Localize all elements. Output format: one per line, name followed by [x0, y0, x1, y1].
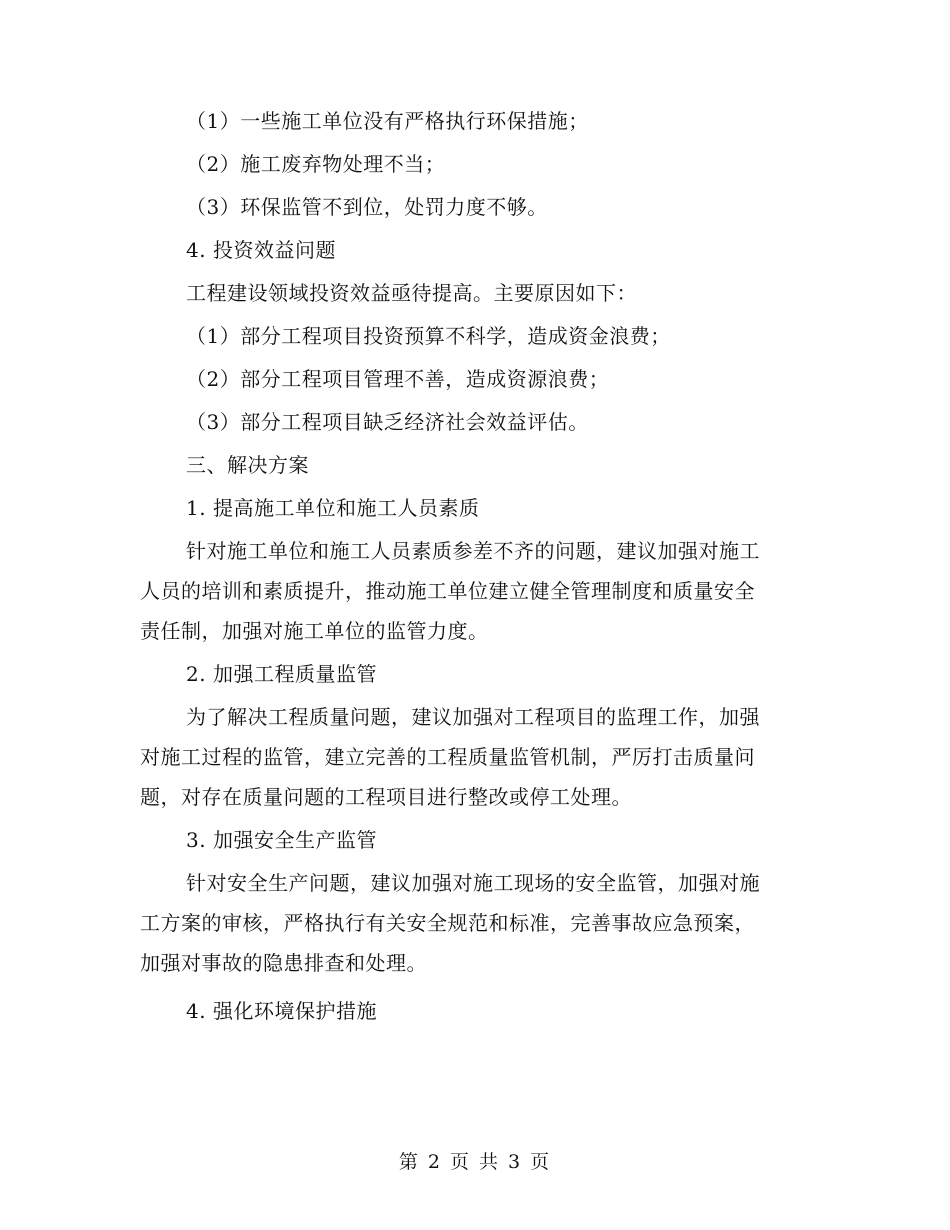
- paragraph-quality-line-2: 对施工过程的监管，建立完善的工程质量监管机制，严厉打击质量问: [140, 745, 755, 769]
- paragraph-staff-line-3: 责任制，加强对施工单位的监管力度。: [140, 619, 489, 643]
- list-item-env-2: （2）施工废弃物处理不当；: [186, 152, 446, 176]
- list-item-env-3: （3）环保监管不到位，处罚力度不够。: [186, 195, 548, 219]
- list-item-env-1: （1）一些施工单位没有严格执行环保措施；: [186, 109, 589, 133]
- paragraph-quality-line-1: 为了解决工程质量问题，建议加强对工程项目的监理工作，加强: [186, 705, 760, 729]
- section-heading-quality-of-staff: 1. 提高施工单位和施工人员素质: [186, 496, 480, 520]
- paragraph-safety-line-3: 加强对事故的隐患排查和处理。: [140, 951, 427, 975]
- section-heading-investment: 4. 投资效益问题: [186, 238, 336, 262]
- section-heading-safety-supervision: 3. 加强安全生产监管: [186, 828, 377, 852]
- paragraph-safety-line-1: 针对安全生产问题，建议加强对施工现场的安全监管，加强对施: [186, 871, 760, 895]
- paragraph-safety-line-2: 工方案的审核，严格执行有关安全规范和标准，完善事故应急预案，: [140, 911, 755, 935]
- paragraph-investment-intro: 工程建设领域投资效益亟待提高。主要原因如下：: [186, 281, 637, 305]
- list-item-invest-3: （3）部分工程项目缺乏经济社会效益评估。: [186, 410, 589, 434]
- paragraph-staff-line-2: 人员的培训和素质提升，推动施工单位建立健全管理制度和质量安全: [140, 579, 755, 603]
- chapter-heading-solutions: 三、解决方案: [186, 453, 309, 477]
- section-heading-environment: 4. 强化环境保护措施: [186, 999, 377, 1023]
- list-item-invest-1: （1）部分工程项目投资预算不科学，造成资金浪费；: [186, 324, 671, 348]
- page-number-footer: 第 2 页 共 3 页: [398, 1151, 552, 1173]
- paragraph-staff-line-1: 针对施工单位和施工人员素质参差不齐的问题，建议加强对施工: [186, 539, 760, 563]
- list-item-invest-2: （2）部分工程项目管理不善，造成资源浪费；: [186, 367, 610, 391]
- paragraph-quality-line-3: 题，对存在质量问题的工程项目进行整改或停工处理。: [140, 785, 632, 809]
- section-heading-quality-supervision: 2. 加强工程质量监管: [186, 662, 377, 686]
